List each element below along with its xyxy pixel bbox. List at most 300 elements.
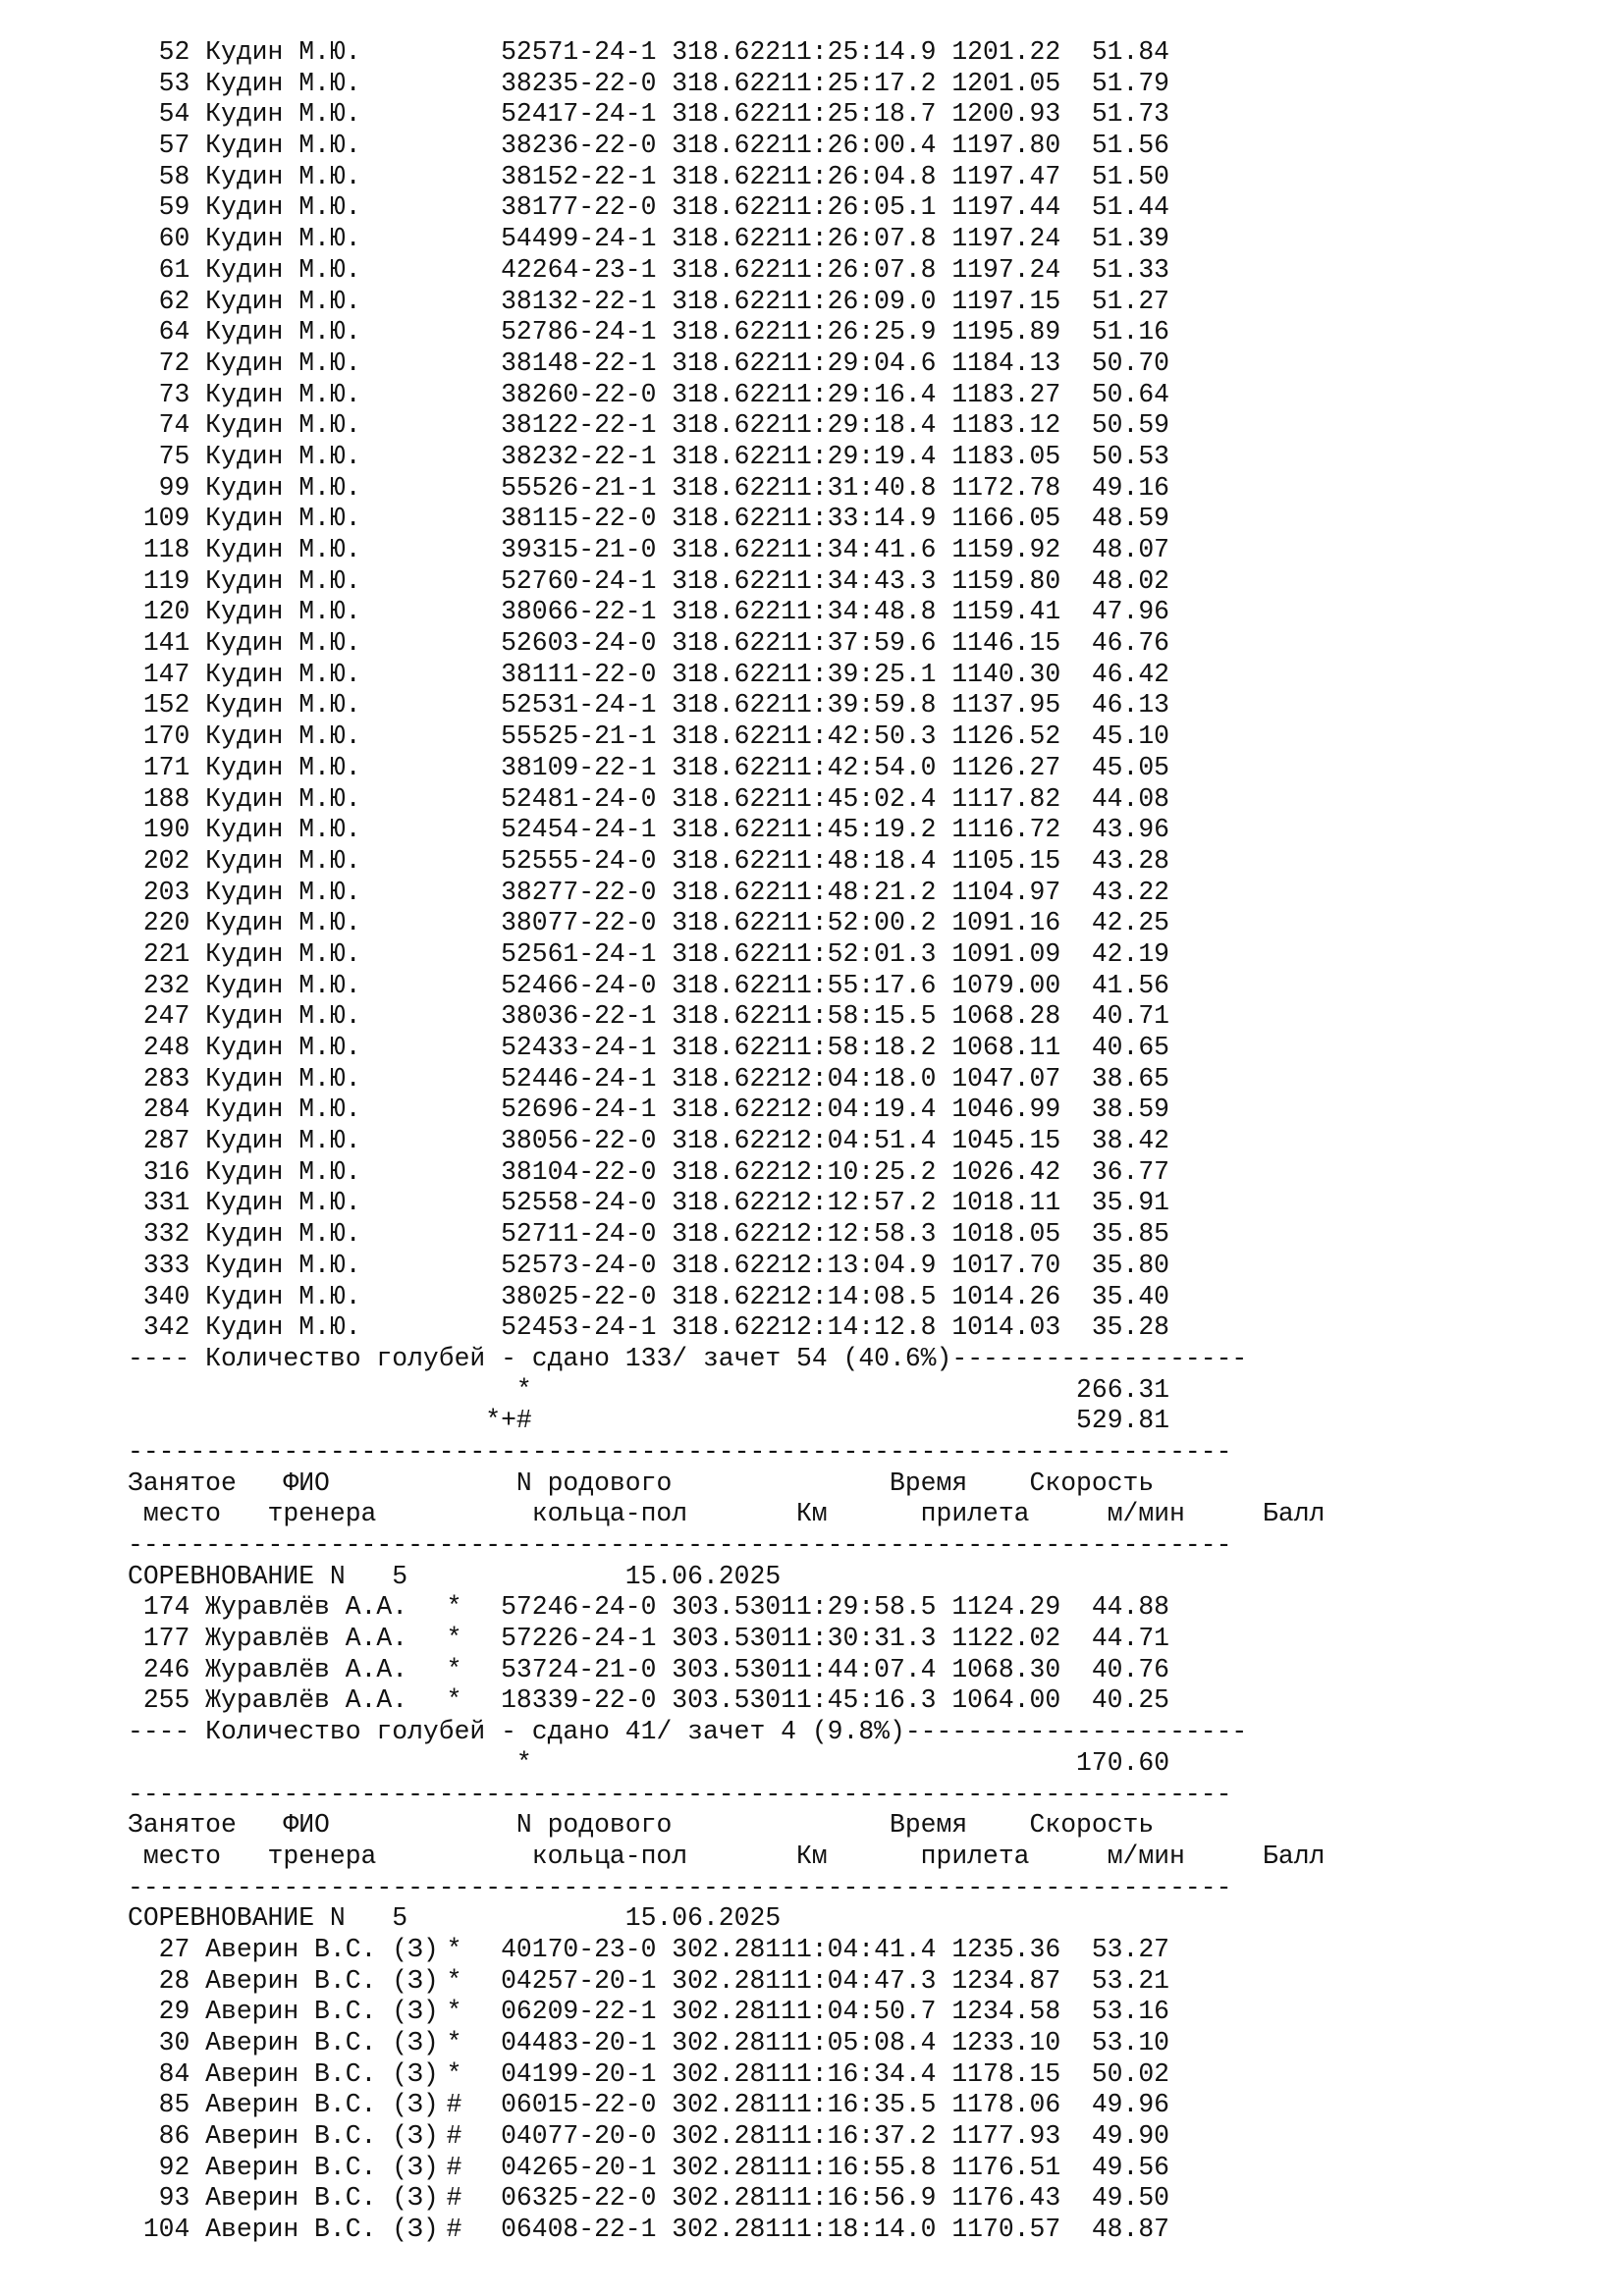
table-row [128, 380, 1325, 411]
trainer-name: Аверин В.С. (З) [205, 1997, 439, 2027]
table-header-row-1 [128, 1468, 1325, 1500]
table-row [128, 908, 1325, 939]
place: 342 [142, 1312, 190, 1343]
arrival-time: 12:10:25.2 [781, 1156, 937, 1187]
score: 53.21 [1091, 1965, 1170, 1996]
trainer-name: Аверин В.С. (З) [205, 2121, 439, 2152]
total-value: 266.31 [1076, 1374, 1170, 1405]
distance-km: 318.622 [672, 659, 782, 689]
speed: 1126.52 [951, 721, 1061, 752]
distance-km: 318.622 [672, 628, 782, 659]
table-row [128, 1655, 1325, 1686]
place: 58 [158, 161, 190, 191]
mark: * [446, 1685, 462, 1716]
score: 35.85 [1091, 1219, 1170, 1250]
table-row [128, 753, 1325, 784]
ring-number: 38025-22-0 [501, 1281, 657, 1311]
speed: 1126.27 [951, 752, 1061, 782]
speed: 1183.12 [951, 410, 1061, 441]
speed: 1140.30 [951, 659, 1061, 689]
distance-km: 318.622 [672, 1281, 782, 1311]
trainer-name: Кудин М.Ю. [205, 597, 361, 627]
ring-number: 38148-22-1 [501, 347, 657, 378]
table-row [128, 442, 1325, 473]
place: 61 [158, 254, 190, 285]
trainer-name: Журавлёв А.А. [205, 1654, 408, 1684]
distance-km: 318.622 [672, 441, 782, 471]
score: 42.25 [1091, 908, 1170, 938]
divider [128, 1873, 1325, 1904]
ring-number: 04483-20-1 [501, 2028, 657, 2057]
speed: 1079.00 [951, 970, 1061, 1000]
ring-number: 38152-22-1 [501, 161, 657, 191]
place: 190 [142, 815, 190, 845]
place: 177 [142, 1624, 190, 1654]
distance-km: 318.622 [672, 254, 782, 285]
score: 51.44 [1091, 192, 1170, 223]
place: 284 [142, 1095, 190, 1125]
trainer-name: Кудин М.Ю. [205, 752, 361, 782]
arrival-time: 11:34:48.8 [781, 597, 937, 627]
speed: 1117.82 [951, 783, 1061, 814]
table-row [128, 2121, 1325, 2153]
trainer-name: Кудин М.Ю. [205, 535, 361, 564]
table-row [128, 1157, 1325, 1189]
trainer-name: Кудин М.Ю. [205, 254, 361, 285]
place: 109 [142, 504, 190, 534]
place: 53 [158, 68, 190, 98]
score: 53.10 [1091, 2028, 1170, 2057]
ring-number: 52603-24-0 [501, 628, 657, 659]
speed: 1197.80 [951, 131, 1061, 161]
speed: 1195.89 [951, 317, 1061, 347]
score: 49.90 [1091, 2121, 1170, 2152]
arrival-time: 11:16:55.8 [781, 2152, 937, 2182]
score: 35.40 [1091, 1281, 1170, 1311]
ring-number: 52417-24-1 [501, 99, 657, 130]
ring-number: 52446-24-1 [501, 1063, 657, 1094]
arrival-time: 11:29:58.5 [781, 1592, 937, 1623]
arrival-time: 11:52:01.3 [781, 938, 937, 969]
mark: # [446, 2090, 462, 2120]
place: 62 [158, 286, 190, 316]
table-row [128, 1095, 1325, 1126]
table-row [128, 1997, 1325, 2028]
score: 51.56 [1091, 131, 1170, 161]
distance-km: 318.622 [672, 224, 782, 254]
arrival-time: 11:04:47.3 [781, 1965, 937, 1996]
trainer-name: Журавлёв А.А. [205, 1685, 408, 1716]
table-row [128, 1188, 1325, 1219]
ring-number: 04265-20-1 [501, 2152, 657, 2182]
header-place: Занятое [128, 1468, 237, 1498]
score: 53.27 [1091, 1934, 1170, 1964]
arrival-time: 12:12:58.3 [781, 1219, 937, 1250]
score: 36.77 [1091, 1156, 1170, 1187]
header-trainer-2: тренера [267, 1841, 377, 1871]
place: 86 [158, 2121, 190, 2152]
mark: * [446, 1654, 462, 1684]
place: 331 [142, 1188, 190, 1218]
table-row [128, 37, 1325, 69]
place: 220 [142, 908, 190, 938]
place: 59 [158, 192, 190, 223]
trainer-name: Кудин М.Ю. [205, 628, 361, 659]
ring-number: 38232-22-1 [501, 441, 657, 471]
place: 283 [142, 1063, 190, 1094]
speed: 1116.72 [951, 815, 1061, 845]
speed: 1047.07 [951, 1063, 1061, 1094]
score: 48.87 [1091, 2215, 1170, 2245]
speed: 1234.87 [951, 1965, 1061, 1996]
divider-text: ----------------------------------------------------------------------- [128, 1779, 1232, 1809]
header-speed: Скорость [1029, 1810, 1155, 1841]
trainer-name: Кудин М.Ю. [205, 1063, 361, 1094]
arrival-time: 11:16:37.2 [781, 2121, 937, 2152]
table-row [128, 721, 1325, 753]
table-row [128, 690, 1325, 721]
arrival-time: 12:13:04.9 [781, 1250, 937, 1280]
place: 340 [142, 1281, 190, 1311]
mark: * [446, 2028, 462, 2057]
place: 104 [142, 2215, 190, 2245]
score: 51.16 [1091, 317, 1170, 347]
ring-number: 06209-22-1 [501, 1997, 657, 2027]
summary-line [128, 1717, 1325, 1748]
score: 38.59 [1091, 1095, 1170, 1125]
total-mark: * [515, 1374, 532, 1405]
summary-line [128, 1344, 1325, 1375]
place: 28 [158, 1965, 190, 1996]
place: 202 [142, 845, 190, 876]
arrival-time: 11:39:25.1 [781, 659, 937, 689]
table-row [128, 535, 1325, 566]
table-header-row-2 [128, 1499, 1325, 1530]
trainer-name: Кудин М.Ю. [205, 938, 361, 969]
ring-number: 52571-24-1 [501, 37, 657, 67]
table-row [128, 1064, 1325, 1095]
trainer-name: Кудин М.Ю. [205, 161, 361, 191]
arrival-time: 12:12:57.2 [781, 1188, 937, 1218]
score: 51.73 [1091, 99, 1170, 130]
table-row [128, 2028, 1325, 2059]
trainer-name: Кудин М.Ю. [205, 1001, 361, 1032]
header-speed: Скорость [1029, 1468, 1155, 1498]
arrival-time: 11:26:07.8 [781, 224, 937, 254]
ring-number: 38132-22-1 [501, 286, 657, 316]
trainer-name: Кудин М.Ю. [205, 68, 361, 98]
speed: 1178.15 [951, 2058, 1061, 2089]
place: 57 [158, 131, 190, 161]
ring-number: 57226-24-1 [501, 1624, 657, 1654]
table-row [128, 784, 1325, 816]
distance-km: 302.281 [672, 2058, 782, 2089]
distance-km: 318.622 [672, 1156, 782, 1187]
speed: 1234.58 [951, 1997, 1061, 2027]
arrival-time: 11:25:14.9 [781, 37, 937, 67]
score: 51.79 [1091, 68, 1170, 98]
arrival-time: 11:29:19.4 [781, 441, 937, 471]
arrival-time: 11:26:05.1 [781, 192, 937, 223]
distance-km: 318.622 [672, 68, 782, 98]
header-score: Балл [1263, 1841, 1326, 1871]
arrival-time: 11:37:59.6 [781, 628, 937, 659]
score: 49.96 [1091, 2090, 1170, 2120]
table-row [128, 660, 1325, 691]
ring-number: 52531-24-1 [501, 690, 657, 721]
score: 40.25 [1091, 1685, 1170, 1716]
trainer-name: Аверин В.С. (З) [205, 2028, 439, 2057]
arrival-time: 12:14:12.8 [781, 1312, 937, 1343]
trainer-name: Кудин М.Ю. [205, 877, 361, 907]
ring-number: 52481-24-0 [501, 783, 657, 814]
table-row [128, 1624, 1325, 1655]
score: 48.59 [1091, 504, 1170, 534]
divider-text: ----------------------------------------------------------------------- [128, 1872, 1232, 1902]
speed: 1183.05 [951, 441, 1061, 471]
table-row [128, 1219, 1325, 1251]
score: 50.53 [1091, 441, 1170, 471]
ring-number: 55525-21-1 [501, 721, 657, 752]
table-row [128, 846, 1325, 878]
distance-km: 318.622 [672, 815, 782, 845]
speed: 1122.02 [951, 1624, 1061, 1654]
distance-km: 318.622 [672, 908, 782, 938]
place: 30 [158, 2028, 190, 2057]
place: 332 [142, 1219, 190, 1250]
speed: 1200.93 [951, 99, 1061, 130]
header-trainer: ФИО [283, 1468, 330, 1498]
speed: 1197.15 [951, 286, 1061, 316]
distance-km: 302.281 [672, 2152, 782, 2182]
ring-number: 38066-22-1 [501, 597, 657, 627]
distance-km: 318.622 [672, 938, 782, 969]
ring-number: 40170-23-0 [501, 1934, 657, 1964]
distance-km: 318.622 [672, 286, 782, 316]
table-row [128, 131, 1325, 162]
place: 232 [142, 970, 190, 1000]
trainer-name: Кудин М.Ю. [205, 1312, 361, 1343]
distance-km: 318.622 [672, 565, 782, 596]
speed: 1159.92 [951, 535, 1061, 564]
speed: 1014.03 [951, 1312, 1061, 1343]
distance-km: 302.281 [672, 2183, 782, 2214]
place: 287 [142, 1126, 190, 1156]
ring-number: 52696-24-1 [501, 1095, 657, 1125]
arrival-time: 12:14:08.5 [781, 1281, 937, 1311]
table-row [128, 99, 1325, 131]
speed: 1017.70 [951, 1250, 1061, 1280]
header-time: Время [889, 1810, 968, 1841]
ring-number: 39315-21-0 [501, 535, 657, 564]
table-row [128, 1126, 1325, 1157]
table-row [128, 348, 1325, 380]
arrival-time: 11:25:17.2 [781, 68, 937, 98]
header-time-2: прилета [920, 1841, 1030, 1871]
score: 48.07 [1091, 535, 1170, 564]
distance-km: 318.622 [672, 1312, 782, 1343]
header-place-2: место [142, 1499, 222, 1529]
speed: 1183.27 [951, 379, 1061, 409]
arrival-time: 11:42:50.3 [781, 721, 937, 752]
score: 43.22 [1091, 877, 1170, 907]
score: 53.16 [1091, 1997, 1170, 2027]
mark: # [446, 2183, 462, 2214]
table-row [128, 1001, 1325, 1033]
score: 50.70 [1091, 347, 1170, 378]
distance-km: 302.281 [672, 1934, 782, 1964]
distance-km: 318.622 [672, 1033, 782, 1062]
competition-date: 15.06.2025 [624, 1561, 782, 1591]
score: 40.71 [1091, 1001, 1170, 1032]
speed: 1105.15 [951, 845, 1061, 876]
trainer-name: Кудин М.Ю. [205, 721, 361, 752]
speed: 1137.95 [951, 690, 1061, 721]
speed: 1176.51 [951, 2152, 1061, 2182]
trainer-name: Кудин М.Ю. [205, 690, 361, 721]
speed: 1159.41 [951, 597, 1061, 627]
arrival-time: 11:16:35.5 [781, 2090, 937, 2120]
trainer-name: Аверин В.С. (З) [205, 2090, 439, 2120]
ring-number: 38111-22-0 [501, 659, 657, 689]
ring-number: 53724-21-0 [501, 1654, 657, 1684]
distance-km: 318.622 [672, 192, 782, 223]
arrival-time: 11:16:34.4 [781, 2058, 937, 2089]
table-row [128, 287, 1325, 318]
speed: 1172.78 [951, 472, 1061, 503]
trainer-name: Кудин М.Ю. [205, 441, 361, 471]
ring-number: 38104-22-0 [501, 1156, 657, 1187]
arrival-time: 11:33:14.9 [781, 504, 937, 534]
ring-number: 52433-24-1 [501, 1033, 657, 1062]
header-trainer-2: тренера [267, 1499, 377, 1529]
table-row [128, 2090, 1325, 2121]
mark: * [446, 1592, 462, 1623]
distance-km: 318.622 [672, 1188, 782, 1218]
header-ring: N родового [515, 1468, 673, 1498]
score: 50.64 [1091, 379, 1170, 409]
mark: * [446, 2058, 462, 2089]
score: 45.10 [1091, 721, 1170, 752]
ring-number: 38056-22-0 [501, 1126, 657, 1156]
score: 51.84 [1091, 37, 1170, 67]
ring-number: 04077-20-0 [501, 2121, 657, 2152]
arrival-time: 11:29:18.4 [781, 410, 937, 441]
arrival-time: 11:30:31.3 [781, 1624, 937, 1654]
trainer-name: Кудин М.Ю. [205, 1188, 361, 1218]
ring-number: 38236-22-0 [501, 131, 657, 161]
score: 50.02 [1091, 2058, 1170, 2089]
header-ring-2: кольца-пол [531, 1499, 688, 1529]
trainer-name: Кудин М.Ю. [205, 1126, 361, 1156]
table-row [128, 2059, 1325, 2091]
distance-km: 303.530 [672, 1624, 782, 1654]
results-document [128, 37, 1325, 2246]
competition-header [128, 1562, 1325, 1593]
place: 147 [142, 659, 190, 689]
table-row [128, 939, 1325, 971]
distance-km: 318.622 [672, 1001, 782, 1032]
competition-label: СОРЕВНОВАНИЕ N 5 [128, 1561, 408, 1591]
trainer-name: Кудин М.Ю. [205, 659, 361, 689]
divider-text: ----------------------------------------------------------------------- [128, 1530, 1232, 1560]
ring-number: 38077-22-0 [501, 908, 657, 938]
trainer-name: Кудин М.Ю. [205, 1281, 361, 1311]
distance-km: 318.622 [672, 1219, 782, 1250]
distance-km: 302.281 [672, 1997, 782, 2027]
place: 333 [142, 1250, 190, 1280]
trainer-name: Кудин М.Ю. [205, 845, 361, 876]
place: 174 [142, 1592, 190, 1623]
ring-number: 38177-22-0 [501, 192, 657, 223]
table-row [128, 162, 1325, 193]
speed: 1170.57 [951, 2215, 1061, 2245]
speed: 1014.26 [951, 1281, 1061, 1311]
header-km: Км [795, 1499, 828, 1529]
score: 43.28 [1091, 845, 1170, 876]
header-time: Время [889, 1468, 968, 1498]
score: 35.28 [1091, 1312, 1170, 1343]
header-place: Занятое [128, 1810, 237, 1841]
score: 35.80 [1091, 1250, 1170, 1280]
ring-number: 54499-24-1 [501, 224, 657, 254]
ring-number: 04257-20-1 [501, 1965, 657, 1996]
header-trainer: ФИО [283, 1810, 330, 1841]
place: 203 [142, 877, 190, 907]
arrival-time: 11:52:00.2 [781, 908, 937, 938]
distance-km: 318.622 [672, 379, 782, 409]
arrival-time: 11:55:17.6 [781, 970, 937, 1000]
mark: * [446, 1965, 462, 1996]
speed: 1018.05 [951, 1219, 1061, 1250]
distance-km: 318.622 [672, 877, 782, 907]
distance-km: 318.622 [672, 1126, 782, 1156]
distance-km: 318.622 [672, 472, 782, 503]
ring-number: 06325-22-0 [501, 2183, 657, 2214]
distance-km: 318.622 [672, 690, 782, 721]
trainer-name: Журавлёв А.А. [205, 1592, 408, 1623]
speed: 1197.24 [951, 254, 1061, 285]
total-value: 170.60 [1076, 1747, 1170, 1778]
speed: 1201.05 [951, 68, 1061, 98]
distance-km: 302.281 [672, 2090, 782, 2120]
ring-number: 04199-20-1 [501, 2058, 657, 2089]
place: 141 [142, 628, 190, 659]
score: 46.13 [1091, 690, 1170, 721]
score: 49.16 [1091, 472, 1170, 503]
trainer-name: Кудин М.Ю. [205, 1095, 361, 1125]
arrival-time: 11:04:50.7 [781, 1997, 937, 2027]
ring-number: 52786-24-1 [501, 317, 657, 347]
speed: 1124.29 [951, 1592, 1061, 1623]
place: 152 [142, 690, 190, 721]
distance-km: 318.622 [672, 752, 782, 782]
divider [128, 1437, 1325, 1468]
trainer-name: Аверин В.С. (З) [205, 2183, 439, 2214]
distance-km: 318.622 [672, 1095, 782, 1125]
trainer-name: Аверин В.С. (З) [205, 1965, 439, 1996]
arrival-time: 12:04:18.0 [781, 1063, 937, 1094]
arrival-time: 11:42:54.0 [781, 752, 937, 782]
header-score: Балл [1263, 1499, 1326, 1529]
distance-km: 303.530 [672, 1592, 782, 1623]
speed: 1068.11 [951, 1033, 1061, 1062]
mark: * [446, 1624, 462, 1654]
score: 43.96 [1091, 815, 1170, 845]
score: 51.33 [1091, 254, 1170, 285]
table-row [128, 1592, 1325, 1624]
score: 49.50 [1091, 2183, 1170, 2214]
